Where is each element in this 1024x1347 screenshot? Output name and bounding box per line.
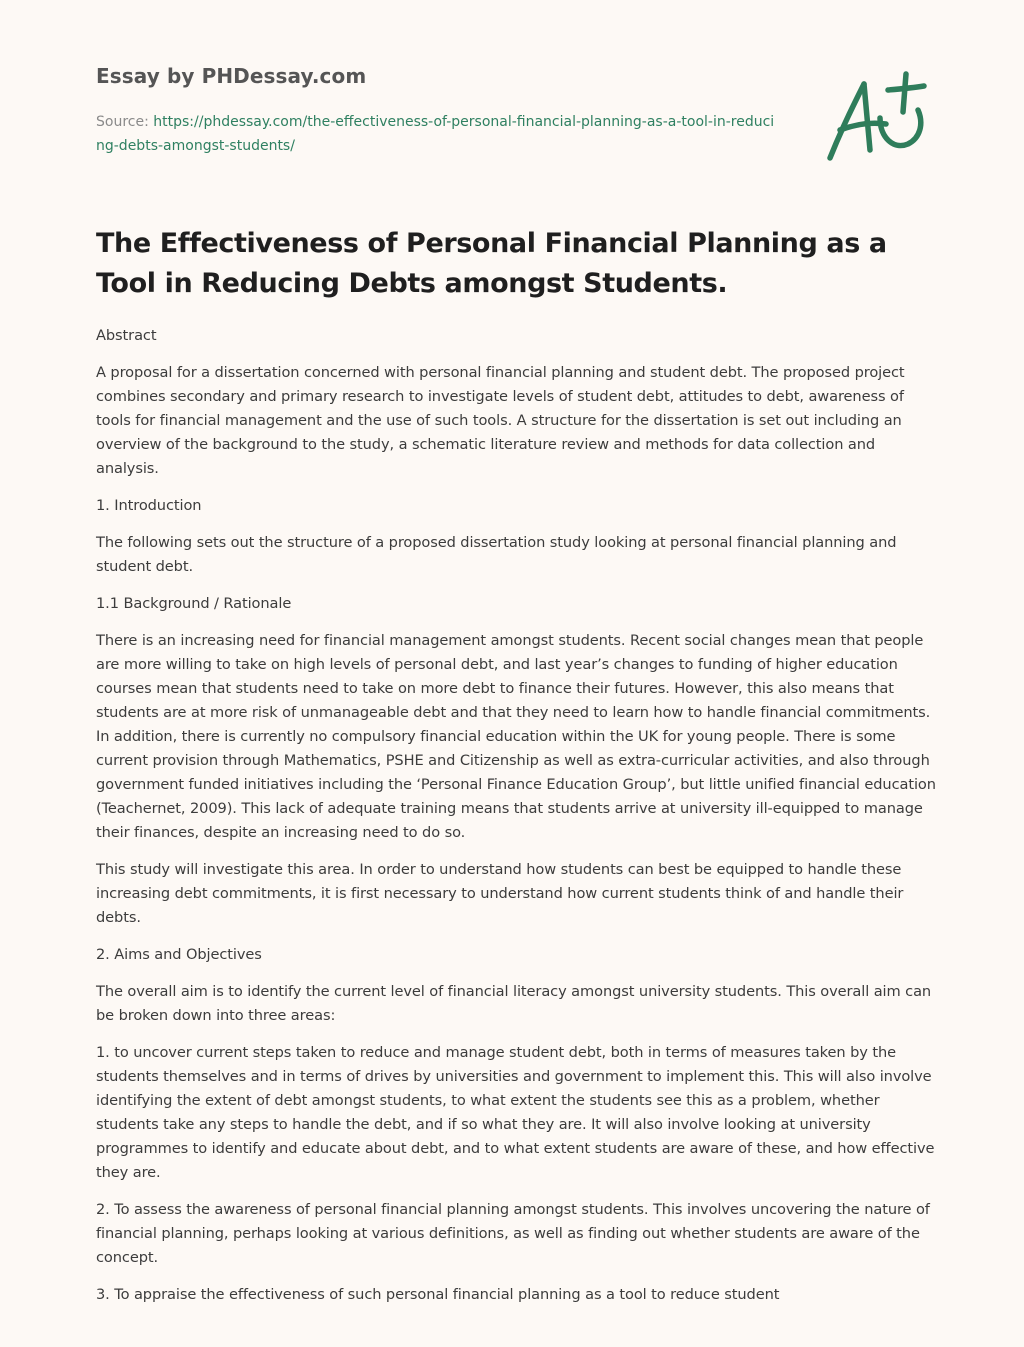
site-title: Essay by PHDessay.com (96, 64, 367, 88)
aim-item-2: 2. To assess the awareness of personal financial planning amongst students. This involves uncovering the nature of financial planning, perhaps looking at various definitions, as well as finding out whether students are aware of the concept. (96, 1201, 930, 1266)
aim-item-3: 3. To appraise the effectiveness of such personal financial planning as a tool to reduce student (96, 1286, 780, 1303)
source-line (96, 110, 776, 158)
study-paragraph: This study will investigate this area. In order to understand how students can best be equipped to handle these increasing debt commitments, it is first necessary to understand how current students think of and handle their debts. (96, 861, 904, 926)
introduction-heading: 1. Introduction (96, 497, 202, 514)
source-label: Source: (96, 114, 154, 130)
background-heading: 1.1 Background / Rationale (96, 595, 292, 612)
aims-heading: 2. Aims and Objectives (96, 946, 262, 963)
essay-title: The Effectiveness of Personal Financial Planning as a Tool in Reducing Debts amongst Students. (96, 228, 887, 299)
source-link[interactable]: https://phdessay.com/the-effectiveness-of-personal-financial-planning-as-a-tool-in-reducing-debts-amongst-students/ (96, 114, 775, 154)
aim-item-1: 1. to uncover current steps taken to reduce and manage student debt, both in terms of measures taken by the students themselves and in terms of drives by universities and government to implement this. This will also involve identifying the extent of debt amongst students, to what extent the students see this as a problem, whether students take any steps to handle the debt, and if so what they are. It will also involve looking at university programmes to identify and educate about debt, and to what extent students are aware of these, and how effective they are. (96, 1044, 935, 1181)
background-paragraph: There is an increasing need for financial management amongst students. Recent social changes mean that people are more willing to take on high levels of personal debt, and last year’s changes to funding of higher education courses mean that students need to take on more debt to finance their futures. However, this also means that students are at more risk of unmanageable debt and that they need to learn how to handle financial commitments. In addition, there is currently no compulsory financial education within the UK for young people. There is some current provision through Mathematics, PSHE and Citizenship as well as extra-curricular activities, and also through government funded initiatives including the ‘Personal Finance Education Group’, but little unified financial education (Teachernet, 2009). This lack of adequate training means that students arrive at university ill-equipped to manage their finances, despite an increasing need to do so. (96, 632, 936, 841)
abstract-heading: Abstract (96, 327, 157, 344)
introduction-paragraph: The following sets out the structure of a proposed dissertation study looking at personal financial planning and student debt. (96, 534, 897, 575)
a-plus-grade-icon (824, 66, 928, 170)
abstract-paragraph: A proposal for a dissertation concerned with personal financial planning and student debt. The proposed project combines secondary and primary research to investigate levels of student debt, attitudes to debt, awareness of tools for financial management and the use of such tools. A structure for the dissertation is set out including an overview of the background to the study, a schematic literature review and methods for data collection and analysis. (96, 364, 905, 477)
aims-paragraph: The overall aim is to identify the current level of financial literacy amongst university students. This overall aim can be broken down into three areas: (96, 983, 932, 1024)
essay-body (96, 324, 936, 1320)
